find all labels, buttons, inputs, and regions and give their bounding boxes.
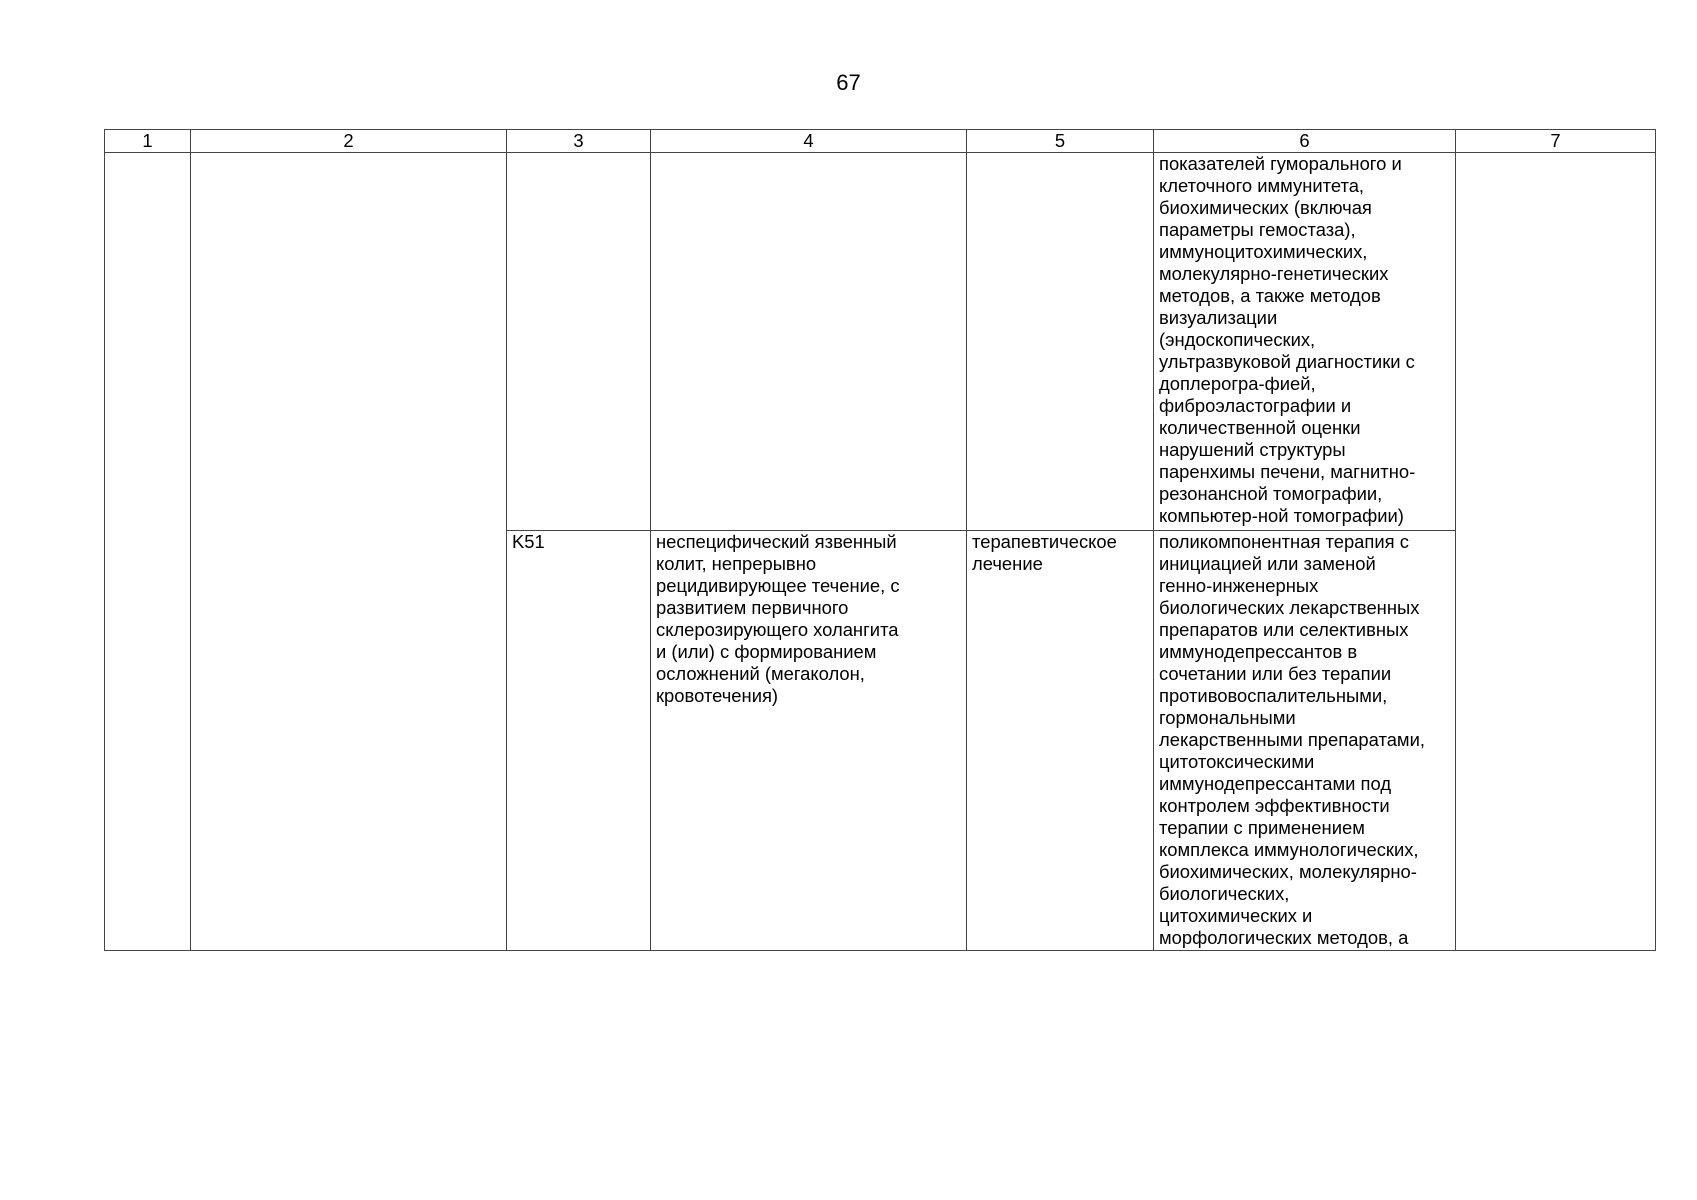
procedures-table bbox=[104, 129, 1656, 951]
cell-row2-col5-treatment-type: терапевтическое лечение bbox=[967, 531, 1154, 951]
column-header-7: 7 bbox=[1456, 130, 1656, 153]
cell-row1-col4 bbox=[651, 153, 967, 531]
page-number: 67 bbox=[836, 70, 861, 95]
column-header-3: 3 bbox=[507, 130, 651, 153]
column-header-6: 6 bbox=[1154, 130, 1456, 153]
column-header-4: 4 bbox=[651, 130, 967, 153]
cell-row1-col5 bbox=[967, 153, 1154, 531]
cell-col1 bbox=[105, 153, 191, 951]
cell-row1-col6: показателей гуморального и клеточного иммунитета, биохимических (включая параметры гемостаза), иммуноцитохимических, молекулярно-генетических методов, а также методов визуализации (эндоскопических, ультразвуковой диагностики с доплерогра-фией, фиброэластографии и количественной оценки нарушений структуры паренхимы печени, магнитно- резонансной томографии, компьютер-ной томографии) bbox=[1154, 153, 1456, 531]
cell-col2 bbox=[191, 153, 507, 951]
table-header-row bbox=[105, 130, 1656, 153]
cell-row1-col3 bbox=[507, 153, 651, 531]
cell-row2-col3-code: K51 bbox=[507, 531, 651, 951]
cell-col7 bbox=[1456, 153, 1656, 951]
table-row bbox=[105, 153, 1656, 531]
column-header-5: 5 bbox=[967, 130, 1154, 153]
cell-row2-col6-method: поликомпонентная терапия с инициацией или заменой генно-инженерных биологических лекарственных препаратов или селективных иммунодепрессантов в сочетании или без терапии противовоспалительными, гормональными лекарственными препаратами, цитотоксическими иммунодепрессантами под контролем эффективности терапии с применением комплекса иммунологических, биохимических, молекулярно- биологических, цитохимических и морфологических методов, а bbox=[1154, 531, 1456, 951]
cell-row2-col4-diagnosis: неспецифический язвенный колит, непрерывно рецидивирующее течение, с развитием первичного склерозирующего холангита и (или) с формированием осложнений (мегаколон, кровотечения) bbox=[651, 531, 967, 951]
column-header-2: 2 bbox=[191, 130, 507, 153]
column-header-1: 1 bbox=[105, 130, 191, 153]
